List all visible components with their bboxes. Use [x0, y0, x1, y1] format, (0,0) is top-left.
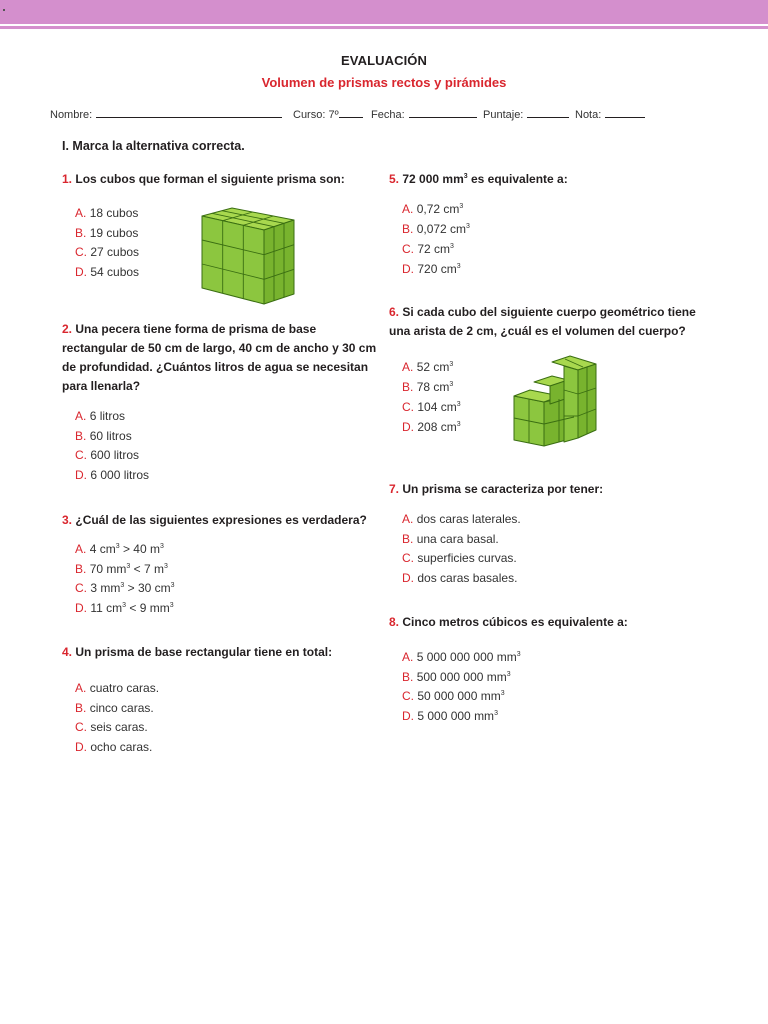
option-letter: A. — [402, 202, 414, 216]
option-a[interactable] — [75, 204, 139, 224]
option-letter: C. — [75, 720, 87, 734]
option-c[interactable] — [402, 397, 461, 417]
option-letter: B. — [402, 380, 414, 394]
superscript: 3 — [463, 173, 468, 180]
option-b[interactable] — [402, 668, 521, 688]
option-text: cinco caras. — [89, 700, 154, 715]
q3-options — [75, 540, 175, 618]
option-text: 52 cm — [416, 360, 450, 374]
option-letter: D. — [402, 708, 414, 723]
question-text-pre: 72 000 mm — [402, 172, 464, 186]
option-letter: D. — [75, 264, 87, 279]
option-letter: D. — [75, 600, 87, 615]
expr-operator: > — [119, 542, 134, 556]
option-text: 27 cubos — [90, 245, 140, 259]
question-text-post: es equivalente a: — [467, 172, 568, 186]
option-d[interactable] — [75, 466, 149, 486]
option-d[interactable] — [402, 707, 521, 727]
option-c[interactable] — [75, 579, 175, 599]
question-1 — [62, 170, 392, 189]
option-letter: A. — [75, 681, 87, 695]
option-text: 18 cubos — [89, 206, 139, 220]
nota-label: Nota: — [575, 109, 602, 121]
option-text: 0,072 cm — [416, 222, 467, 236]
expr-right: 7 m — [143, 561, 164, 576]
option-letter: B. — [402, 669, 414, 684]
q7-options — [402, 510, 521, 588]
expr-operator: < — [126, 600, 140, 615]
option-letter: C. — [75, 245, 87, 259]
puntaje-label: Puntaje: — [483, 109, 524, 121]
option-letter: D. — [75, 467, 87, 482]
option-text: 208 cm — [417, 420, 457, 434]
option-text: 19 cubos — [89, 225, 139, 240]
q2-options — [75, 407, 149, 485]
curso-field — [293, 107, 363, 121]
question-number: 7. — [389, 482, 400, 496]
option-text: 5 000 000 000 mm — [416, 650, 517, 664]
page-subtitle: Volumen de prismas rectos y pirámides — [261, 75, 507, 90]
superscript: 3 — [120, 582, 125, 589]
q4-options — [75, 679, 159, 757]
expr-left: 11 cm — [90, 600, 123, 615]
superscript: 3 — [169, 601, 174, 609]
question-3 — [62, 511, 392, 530]
superscript: 3 — [516, 651, 521, 658]
expr-right: 30 cm — [137, 581, 171, 595]
option-d[interactable] — [75, 263, 139, 283]
option-d[interactable] — [402, 569, 521, 589]
curso-blank[interactable] — [339, 107, 363, 118]
expr-operator: < — [130, 561, 144, 576]
option-b[interactable] — [402, 219, 470, 239]
puntaje-field — [483, 107, 569, 121]
option-letter: C. — [402, 689, 414, 703]
superscript: 3 — [456, 421, 461, 428]
question-text: ¿Cuál de las siguientes expresiones es verdadera? — [75, 513, 367, 527]
option-text: dos caras laterales. — [416, 512, 521, 526]
option-letter: B. — [75, 561, 87, 576]
superscript: 3 — [126, 562, 131, 570]
option-text: superficies curvas. — [417, 551, 517, 565]
option-c[interactable] — [402, 687, 521, 707]
option-text: 0,72 cm — [416, 202, 460, 216]
option-letter: D. — [402, 420, 414, 434]
question-7 — [389, 480, 719, 499]
nota-blank[interactable] — [605, 107, 645, 118]
nombre-label: Nombre: — [50, 109, 93, 121]
option-a[interactable] — [402, 510, 521, 530]
option-letter: B. — [402, 222, 414, 236]
option-b[interactable] — [75, 699, 159, 719]
superscript: 3 — [506, 670, 511, 678]
option-d[interactable] — [75, 738, 159, 758]
q5-options — [402, 199, 470, 279]
superscript: 3 — [500, 690, 505, 697]
option-text: una cara basal. — [416, 531, 499, 546]
option-letter: C. — [75, 448, 87, 462]
question-8 — [389, 613, 719, 632]
option-text: 6 litros — [89, 409, 126, 423]
superscript: 3 — [456, 263, 461, 270]
option-a[interactable] — [402, 199, 470, 219]
option-text: dos caras basales. — [417, 570, 518, 585]
page-title: EVALUACIÓN — [341, 53, 427, 68]
option-a[interactable] — [402, 648, 521, 668]
option-a[interactable] — [75, 679, 159, 699]
option-text: 54 cubos — [90, 264, 140, 279]
option-letter: A. — [75, 206, 87, 220]
option-c[interactable] — [75, 446, 149, 466]
question-text: Cinco metros cúbicos es equivalente a: — [402, 615, 628, 629]
option-text: 600 litros — [90, 448, 140, 462]
option-b[interactable] — [75, 427, 149, 447]
option-text: 104 cm — [417, 400, 457, 414]
option-letter: D. — [75, 739, 87, 754]
top-color-bar — [0, 0, 768, 24]
expr-right: 40 m — [133, 542, 160, 556]
option-letter: A. — [402, 650, 414, 664]
option-letter: D. — [402, 570, 414, 585]
option-letter: A. — [402, 360, 414, 374]
curso-label: Curso: 7º — [293, 109, 339, 121]
superscript: 3 — [159, 543, 164, 550]
option-d[interactable] — [402, 259, 470, 279]
superscript: 3 — [466, 223, 470, 230]
option-text: 72 cm — [417, 242, 451, 256]
expr-left: 3 mm — [90, 581, 121, 595]
question-number: 1. — [62, 172, 73, 186]
option-c[interactable] — [402, 239, 470, 259]
option-text: 6 000 litros — [90, 467, 150, 482]
option-a[interactable] — [75, 540, 175, 560]
fecha-label: Fecha: — [371, 109, 405, 121]
superscript: 3 — [115, 543, 120, 550]
option-a[interactable] — [402, 357, 461, 377]
question-number: 6. — [389, 305, 400, 319]
option-b[interactable] — [75, 224, 139, 244]
question-5 — [389, 170, 719, 189]
nombre-blank[interactable] — [96, 107, 282, 118]
option-text: ocho caras. — [90, 739, 153, 754]
stepped-cubes-figure — [508, 350, 603, 455]
fecha-field — [371, 107, 477, 121]
cube-prism-figure — [192, 200, 302, 310]
option-letter: C. — [402, 551, 414, 565]
q1-options — [75, 204, 139, 282]
question-2 — [62, 320, 382, 396]
question-4 — [62, 643, 392, 662]
option-text: seis caras. — [90, 720, 148, 734]
top-divider-line — [0, 26, 768, 29]
expr-operator: > — [124, 581, 138, 595]
question-number: 4. — [62, 645, 73, 659]
option-text: 60 litros — [89, 428, 132, 443]
option-letter: B. — [75, 700, 87, 715]
option-text: cuatro caras. — [89, 681, 160, 695]
corner-dot — [3, 9, 5, 11]
option-letter: A. — [75, 542, 87, 556]
expr-right: 9 mm — [139, 600, 170, 615]
option-letter: D. — [402, 262, 414, 276]
question-number: 2. — [62, 322, 73, 336]
option-c[interactable] — [75, 718, 159, 738]
superscript: 3 — [170, 582, 175, 589]
option-text: 50 000 000 mm — [417, 689, 501, 703]
option-letter: A. — [75, 409, 87, 423]
question-text: Una pecera tiene forma de prisma de base rectangular de 50 cm de largo, 40 cm de ancho y 30 cm de profundidad. ¿Cuántos litros de agua se necesitan para llenarla? — [62, 322, 377, 393]
nombre-field — [50, 107, 282, 121]
superscript: 3 — [163, 562, 168, 570]
section-instructions: I. Marca la alternativa correcta. — [62, 139, 245, 153]
superscript: 3 — [122, 601, 127, 609]
q6-options — [402, 357, 461, 437]
superscript: 3 — [449, 361, 454, 368]
question-number: 5. — [389, 172, 400, 186]
superscript: 3 — [494, 709, 498, 717]
option-letter: C. — [75, 581, 87, 595]
option-d[interactable] — [402, 417, 461, 437]
option-text: 500 000 000 mm — [416, 669, 507, 684]
option-b[interactable] — [75, 560, 175, 580]
nota-field — [575, 107, 645, 121]
option-text: 5 000 000 mm — [417, 708, 495, 723]
superscript: 3 — [456, 401, 461, 408]
option-text: 720 cm — [417, 262, 457, 276]
superscript: 3 — [450, 243, 454, 250]
option-letter: B. — [75, 225, 87, 240]
question-text: Un prisma se caracteriza por tener: — [402, 482, 604, 496]
q8-options — [402, 648, 521, 726]
option-b[interactable] — [402, 530, 521, 550]
fecha-blank[interactable] — [409, 107, 477, 118]
option-a[interactable] — [75, 407, 149, 427]
option-letter: B. — [75, 428, 87, 443]
superscript: 3 — [449, 381, 454, 388]
option-b[interactable] — [402, 377, 461, 397]
question-6 — [389, 303, 709, 341]
question-number: 3. — [62, 513, 73, 527]
option-c[interactable] — [75, 243, 139, 263]
question-text: Los cubos que forman el siguiente prisma son: — [75, 172, 345, 186]
question-text: Si cada cubo del siguiente cuerpo geométrico tiene una arista de 2 cm, ¿cuál es el volumen del cuerpo? — [389, 305, 696, 338]
option-d[interactable] — [75, 599, 175, 619]
option-text: 78 cm — [416, 380, 450, 394]
expr-left: 70 mm — [89, 561, 127, 576]
puntaje-blank[interactable] — [527, 107, 569, 118]
superscript: 3 — [459, 203, 464, 210]
option-letter: C. — [402, 400, 414, 414]
expr-left: 4 cm — [89, 542, 116, 556]
option-c[interactable] — [402, 549, 521, 569]
question-number: 8. — [389, 615, 400, 629]
option-letter: B. — [402, 531, 414, 546]
option-letter: C. — [402, 242, 414, 256]
option-letter: A. — [402, 512, 414, 526]
question-text: Un prisma de base rectangular tiene en total: — [75, 645, 333, 659]
